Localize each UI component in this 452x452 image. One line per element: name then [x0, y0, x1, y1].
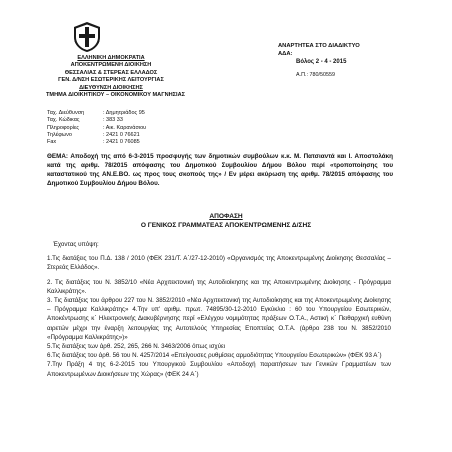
contact-row	[47, 139, 146, 146]
clause-paragraph: 2. Τις διατάξεις του Ν. 3852/10 «Νέα Αρχιτεκτονική της Αυτοδιοίκησης και της Αποκεντρωμένης Διοίκησης - Πρόγραμμα Καλλικράτης».	[47, 278, 391, 295]
decision-subtitle: Ο ΓΕΝΙΚΟΣ ΓΡΑΜΜΑΤΕΑΣ ΑΠΟΚΕΝΤΡΩΜΕΝΗΣ Δ/ΣΗΣ	[140, 222, 312, 230]
ada-label: ΑΔΑ:	[278, 50, 293, 57]
contact-details	[47, 110, 146, 146]
contact-row	[47, 117, 146, 124]
header-line: ΘΕΣΣΑΛΙΑΣ & ΣΤΕΡΕΑΣ ΕΛΛΑΔΟΣ	[64, 69, 158, 76]
contact-label: Πληροφορίες	[47, 124, 80, 131]
hellenic-emblem-icon	[72, 21, 102, 53]
subject-paragraph: ΘΕΜΑ: Αποδοχή της από 6-3-2015 προσφυγής των δημοτικών συμβούλων κ.κ. Μ. Πατσιαντά και Ι. Αποστολάκη κατά της αριθμ. 78/2015 απόφασης του Δημοτικού Συμβουλίου Δήμου Βόλου περί «τροποποίησης του καταστατικού της ΑΝ.Ε.ΒΟ. ως προς τους σκοπούς της» / Εν μέρει ακύρωση της αριθμ. 78/2015 απόφασης του Δημοτικού Συμβουλίου Δήμου Βόλου.	[47, 153, 393, 187]
document-date: Βόλος 2 - 4 - 2015	[296, 59, 347, 65]
contact-value: : 383 33	[103, 117, 123, 124]
contact-label: Τηλέφωνο	[47, 131, 72, 138]
protocol-number: Α.Π.: 780/50559	[296, 72, 335, 78]
clause-paragraph: 6.Τις διατάξεις του άρθ. 56 του Ν. 4257/2014 «Επείγουσες ρυθμίσεις αρμοδιότητας Υπουργείου Εσωτερικών» (ΦΕΚ 93 Α΄)	[47, 352, 382, 360]
contact-value: : 2421 0 76621	[103, 131, 140, 138]
contact-value: : Δημητριάδος 95	[103, 110, 145, 116]
clause-paragraph: 5.Τις διατάξεις των άρθ. 252, 265, 266 Ν. 3463/2006 όπως ισχύει	[47, 343, 226, 351]
contact-label: Ταχ. Διεύθυνση	[47, 110, 85, 116]
decision-heading	[0, 212, 452, 230]
contact-value: : Αικ. Καρανάσιου	[103, 124, 147, 131]
header-line: ΓΕΝ. Δ/ΝΣΗ ΕΣΩΤΕΡΙΚΗΣ ΛΕΙΤΟΥΡΓΙΑΣ	[58, 77, 164, 84]
contact-value: : 2421 0 76085	[103, 139, 140, 146]
intro-line: Έχοντας υπόψη:	[53, 241, 99, 248]
decision-title: ΑΠΟΦΑΣΗ	[209, 213, 243, 220]
contact-label: Fax	[47, 139, 57, 146]
header-line: ΔΙΕΥΘΥΝΣΗ ΔΙΟΙΚΗΣΗΣ	[79, 84, 143, 91]
contact-label: Ταχ. Κώδικας	[47, 117, 80, 124]
clause-paragraph: 7.Την Πράξη 4 της 6-2-2015 του Υπουργικού Συμβουλίου «Αποδοχή παραιτήσεων των Γενικών Γραμματέων των Αποκεντρωμένων Διοικήσεων της Χώρας» (ΦΕΚ 24 Α΄)	[47, 361, 391, 378]
clause-paragraph: 3. Τις διατάξεις του άρθρου 227 του Ν. 3852/2010 «Νέα Αρχιτεκτονική της Αυτοδιοίκησης και της Αποκεντρωμένης Διοίκησης – Πρόγραμμα Καλλικράτης» 4.Την υπ' αριθμ. πρωτ. 74895/30-12-2010 Εγκύκλιο : 60 του Υπουργείου Εσωτερικών, Αποκέντρωσης κ΄ Ηλεκτρονικής Διακυβέρνησης περί «Ελέγχου νομιμότητας πράξεων Ο.Τ.Α., Αστική κ΄ Πειθαρχική ευθύνη αιρετών μέχρι την έναρξη λειτουργίας της Αυτοτελούς Υπηρεσίας Εποπτείας Ο.Τ.Α. (άρθρο 238 του Ν. 3852/2010 «Πρόγραμμα Καλλικράτης»)»	[47, 297, 391, 341]
contact-row	[47, 132, 146, 139]
clause-paragraph: 1.Τις διατάξεις του Π.Δ. 138 / 2010 (ΦΕΚ 231/Τ. Α΄/27-12-2010) «Οργανισμός της Αποκεντρωμένης Διοίκησης Θεσσαλίας – Στερεάς Ελλάδος».	[47, 255, 391, 272]
header-line: ΑΠΟΚΕΝΤΡΩΜΕΝΗ ΔΙΟΙΚΗΣΗ	[70, 62, 152, 69]
header-line: ΤΜΗΜΑ ΔΙΟΙΚΗΤΙΚΟΥ – ΟΙΚΟΝΟΜΙΚΟΥ ΜΑΓΝΗΣΙΑΣ	[46, 92, 185, 99]
header-line: ΕΛΛΗΝΙΚΗ ΔΗΜΟΚΡΑΤΙΑ	[77, 55, 145, 61]
issuing-authority-header	[46, 55, 185, 99]
posting-notice	[278, 43, 360, 58]
decision-body	[47, 240, 391, 379]
posting-line: ΑΝΑΡΤΗΤΕΑ ΣΤΟ ΔΙΑΔΙΚΤΥΟ	[278, 43, 360, 49]
contact-row	[47, 125, 146, 132]
